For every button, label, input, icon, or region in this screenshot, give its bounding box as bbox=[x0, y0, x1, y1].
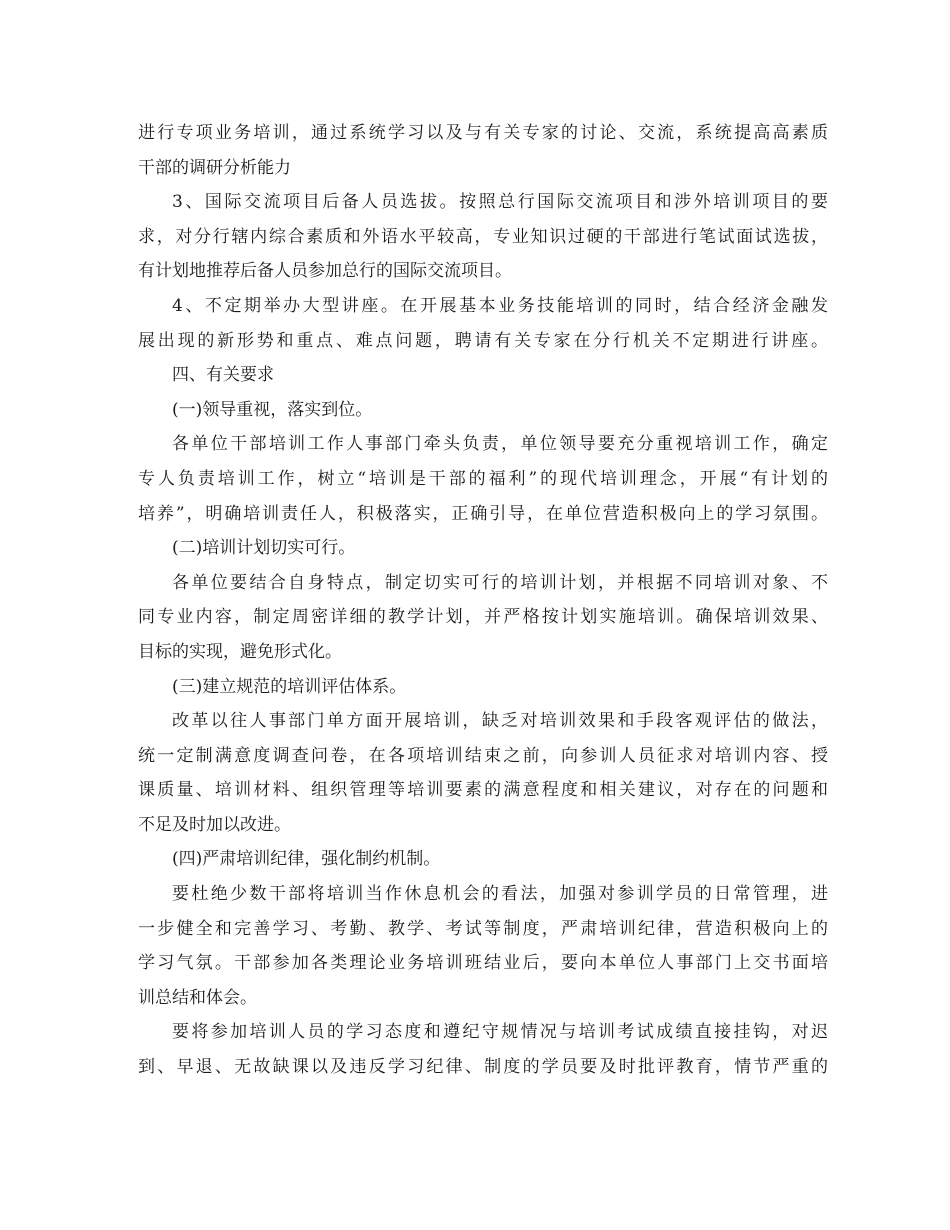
text-line-content: 3、国际交流项目后备人员选拔。按照总行国际交流项目和涉外培训项目的要 bbox=[172, 192, 828, 213]
text-line bbox=[138, 220, 828, 255]
text-line bbox=[138, 946, 828, 981]
text-line-content: 同专业内容，制定周密详细的教学计划，并严格按计划实施培训。确保培训效果、 bbox=[138, 607, 828, 628]
text-line bbox=[138, 773, 828, 808]
text-line bbox=[138, 1050, 828, 1085]
text-line-content: 课质量、培训材料、组织管理等培训要素的满意程度和相关建议，对存在的问题和 bbox=[138, 780, 828, 801]
text-line-content: 不足及时加以改进。 bbox=[138, 814, 291, 835]
text-line bbox=[138, 1015, 828, 1050]
text-line bbox=[138, 739, 828, 774]
text-line-content: 训总结和体会。 bbox=[138, 987, 257, 1008]
text-line-content: 统一定制满意度调查问卷，在各项培训结束之前，向参训人员征求对培训内容、授 bbox=[138, 745, 828, 766]
text-line-content: (四)严肃培训纪律，强化制约机制。 bbox=[172, 849, 441, 870]
text-line-content: 展出现的新形势和重点、难点问题，聘请有关专家在分行机关不定期进行讲座。 bbox=[138, 330, 828, 351]
text-line-content: 干部的调研分析能力 bbox=[138, 157, 291, 178]
text-line bbox=[138, 981, 828, 1016]
text-line bbox=[138, 116, 828, 151]
text-line-content: 4、不定期举办大型讲座。在开展基本业务技能培训的同时，结合经济金融发 bbox=[172, 295, 828, 316]
text-line bbox=[138, 600, 828, 635]
text-line bbox=[138, 324, 828, 359]
text-line-content: 到、早退、无故缺课以及违反学习纪律、制度的学员要及时批评教育，情节严重的 bbox=[138, 1057, 828, 1078]
text-line bbox=[138, 254, 828, 289]
text-line-content: 要将参加培训人员的学习态度和遵纪守规情况与培训考试成绩直接挂钩，对迟 bbox=[172, 1022, 828, 1043]
text-line bbox=[138, 912, 828, 947]
text-line bbox=[138, 462, 828, 497]
text-line bbox=[138, 842, 828, 877]
text-line bbox=[138, 635, 828, 670]
text-line bbox=[138, 427, 828, 462]
text-line-content: 四、有关要求 bbox=[172, 365, 274, 386]
text-line-content: 学习气氛。干部参加各类理论业务培训班结业后，要向本单位人事部门上交书面培 bbox=[138, 953, 828, 974]
text-line bbox=[138, 808, 828, 843]
text-line bbox=[138, 289, 828, 324]
document-body bbox=[138, 116, 828, 1085]
text-line-content: 求，对分行辖内综合素质和外语水平较高，专业知识过硬的干部进行笔试面试选拔， bbox=[138, 226, 828, 247]
text-line-content: 各单位要结合自身特点，制定切实可行的培训计划，并根据不同培训对象、不 bbox=[172, 572, 828, 593]
text-line-content: 要杜绝少数干部将培训当作休息机会的看法，加强对参训学员的日常管理，进 bbox=[172, 884, 828, 905]
text-line-content: (一)领导重视，落实到位。 bbox=[172, 399, 373, 420]
text-line bbox=[138, 566, 828, 601]
text-line-content: 各单位干部培训工作人事部门牵头负责，单位领导要充分重视培训工作，确定 bbox=[172, 434, 828, 455]
text-line-content: 目标的实现，避免形式化。 bbox=[138, 641, 342, 662]
text-line bbox=[138, 497, 828, 532]
text-line-content: 进行专项业务培训，通过系统学习以及与有关专家的讨论、交流，系统提高高素质 bbox=[138, 123, 828, 143]
text-line bbox=[138, 151, 828, 186]
text-line-content: (三)建立规范的培训评估体系。 bbox=[172, 676, 407, 697]
text-line-content: 专人负责培训工作，树立“培训是干部的福利”的现代培训理念，开展“有计划的 bbox=[138, 468, 828, 489]
text-line-content: 培养”，明确培训责任人，积极落实，正确引导，在单位营造积极向上的学习氛围。 bbox=[138, 503, 828, 524]
text-line bbox=[138, 877, 828, 912]
text-line bbox=[138, 358, 828, 393]
text-line bbox=[138, 670, 828, 705]
text-line-content: 改革以往人事部门单方面开展培训，缺乏对培训效果和手段客观评估的做法， bbox=[172, 711, 828, 732]
text-line bbox=[138, 531, 828, 566]
text-line-content: 有计划地推荐后备人员参加总行的国际交流项目。 bbox=[138, 261, 512, 282]
text-line-content: 一步健全和完善学习、考勤、教学、考试等制度，严肃培训纪律，营造积极向上的 bbox=[138, 918, 828, 939]
text-line bbox=[138, 393, 828, 428]
text-line-content: (二)培训计划切实可行。 bbox=[172, 538, 356, 559]
text-line bbox=[138, 185, 828, 220]
text-line bbox=[138, 704, 828, 739]
